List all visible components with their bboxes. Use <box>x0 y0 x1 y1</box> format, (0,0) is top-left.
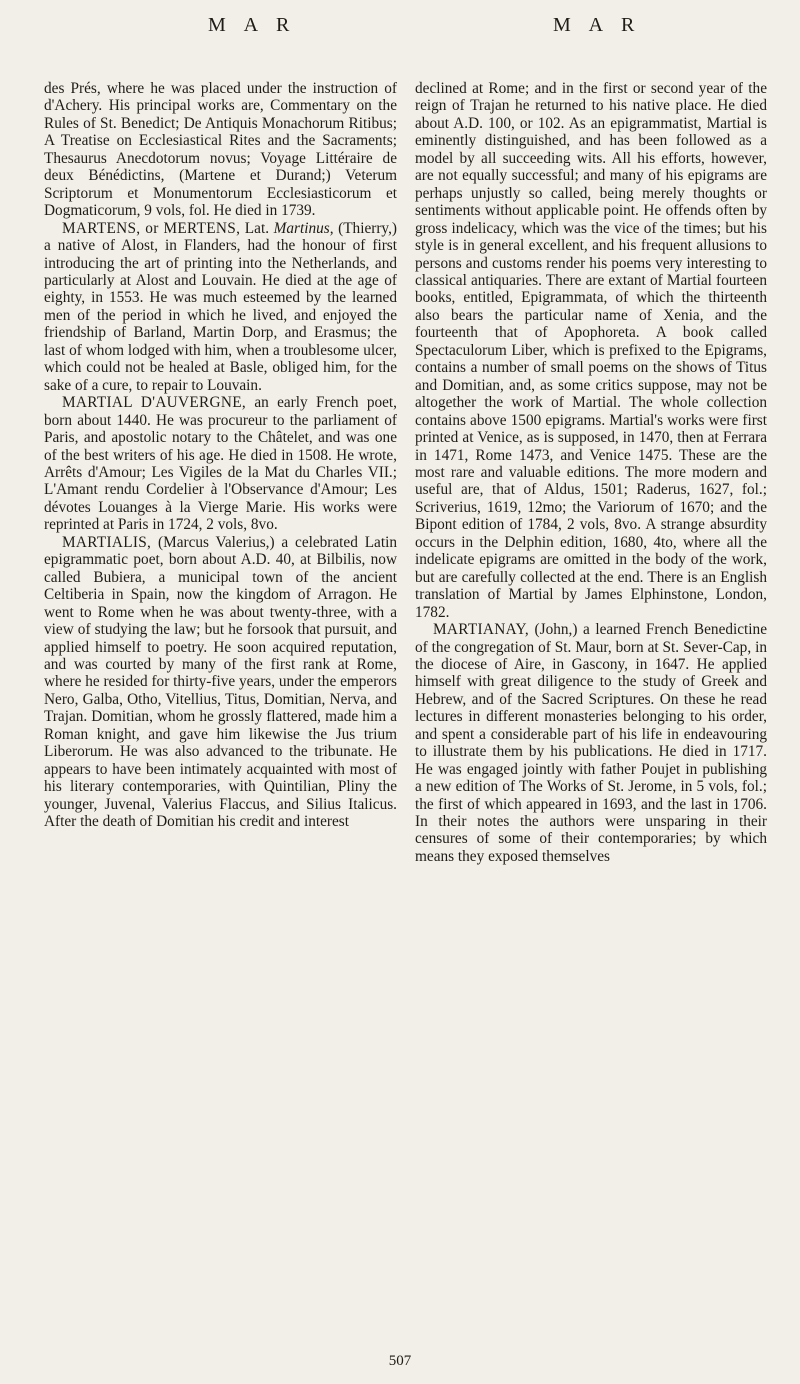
entry-body: an early French poet, born about 1440. He was procureur to the parliament of Paris, and apostolic notary to the Châtelet, and was one of the best writers of his age. He died in 1508. He wrote, Arrêts d'Amour; Les Vigiles de la Mat du Charles VII.; L'Amant rendu Cordelier à l'Observance d'Amour; Les dévotes Louanges à la Vierge Marie. His works were reprinted at Paris in 1724, 2 vols, 8vo. <box>44 394 397 534</box>
entry-body: (Marcus Valerius,) a celebrated Latin epigrammatic poet, born about A.D. 40, at Bilbilis, now called Bubiera, a municipal town of the ancient Celtiberia in Spain, now the kingdom of Arragon. He went to Rome when he was about twenty-three, with a view of studying the law; but he forsook that pursuit, and applied himself to poetry. He soon acquired reputation, and was courted by many of the first rank at Rome, where he resided for thirty-five years, under the emperors Nero, Galba, Otho, Vitellius, Titus, Domitian, Nerva, and Trajan. Domitian, whom he grossly flattered, made him a Roman knight, and gave him likewise the Jus trium Liberorum. He was also advanced to the tribunate. He appears to have been intimately acquainted with most of his literary contemporaries, with Quintilian, Pliny the younger, Juvenal, Valerius Flaccus, and Silius Italicus. After the death of Domitian his credit and interest <box>44 533 397 831</box>
page-number: 507 <box>388 1353 412 1369</box>
header-right: M A R <box>553 14 642 36</box>
entry-martialis-continued: declined at Rome; and in the first or second year of the reign of Trajan he returned to his native place. He died about A.D. 100, or 102. As an epigrammatist, Martial is eminently distinguished, and has been followed as a model by all succeeding wits. All his efforts, however, are not equally successful; and many of his epigrams are perhaps unjustly so called, being merely thoughts or sentiments without applicable point. He offends often by gross indelicacy, which was the vice of the times; but his style is in general excellent, and his frequent allusions to persons and customs render his poems very interesting to classical antiquaries. There are extant of Martial fourteen books, entitled, Epigrammata, of which the thirteenth also bears the particular name of Xenia, and the fourteenth that of Apophoreta. A book called Spectaculorum Liber, which is prefixed to the Epigrams, contains a number of small poems on the shows of Titus and Domitian, and, as some critics suppose, may not be altogether the work of Martial. The whole collection contains above 1500 epigrams. Martial's works were first printed at Venice, as is supposed, in 1470, then at Ferrara in 1471, Rome 1473, and Venice 1475. These are the most rare and valuable editions. The more modern and useful are, that of Aldus, 1501; Raderus, 1627, fol.; Scriverius, 1619, 12mo; the Variorum of 1670; and the Bipont edition of 1784, 2 vols, 8vo. A strange absurdity occurs in the Delphin edition, 1680, 4to, where all the indelicate epigrams are omitted in the body of the work, but are carefully collected at the end. There is an English translation of Martial by James Elphinstone, London, 1782. <box>415 80 767 621</box>
entry-latin-name: Martinus, <box>273 219 334 237</box>
entry-continuation: des Prés, where he was placed under the instruction of d'Achery. His principal works are, Commentary on the Rules of St. Benedict; De Antiquis Monachorum Ritibus; A Treatise on Ecclesiastical Rites and the Sacraments; Thesaurus Anecdotorum novus; Voyage Littéraire de deux Bénédictins, (Martene et Durand;) Veterum Scriptorum et Monumentorum Ecclesiasticorum et Dogmaticorum, 9 vols, fol. He died in 1739. <box>44 80 397 220</box>
header-left: M A R <box>208 14 297 36</box>
entry-martialis <box>44 534 397 831</box>
entry-headword: MARTENS, or MERTENS, <box>62 219 241 237</box>
entry-martens <box>44 220 397 395</box>
entry-headword: MARTIAL D'AUVERGNE, <box>62 394 246 412</box>
entry-martianay <box>415 621 767 865</box>
entry-martial-dauvergne <box>44 394 397 534</box>
entry-body: (Thierry,) a native of Alost, in Flanders, had the honour of first introducing the art of printing into the Netherlands, and particularly at Alost and Louvain. He died at the age of eighty, in 1553. He was much esteemed by the learned men of the period in which he lived, and enjoyed the friendship of Barland, Martin Dorp, and Erasmus; the last of whom lodged with him, when a troublesome ulcer, which could not be healed at Basle, obliged him, for the sake of a cure, to repair to Louvain. <box>44 219 398 394</box>
entry-headword: MARTIALIS, <box>62 533 152 551</box>
entry-lat-label: Lat. <box>240 219 274 237</box>
entry-headword: MARTIANAY, <box>433 621 530 639</box>
left-column <box>44 80 397 830</box>
right-column <box>415 80 767 865</box>
entry-body: (John,) a learned French Benedictine of the congregation of St. Maur, born at St. Sever-Cap, in the diocese of Aire, in Gascony, in 1647. He applied himself with great diligence to the study of Greek and Hebrew, and of the Sacred Scriptures. On these he read lectures in different monasteries belonging to his order, and spent a considerable part of his life in endeavouring to illustrate them by his publications. He died in 1717. He was engaged jointly with father Poujet in publishing a new edition of The Works of St. Jerome, in 5 vols, fol.; the first of which appeared in 1693, and the last in 1706. In their notes the authors were unsparing in their censures of some of their contemporaries; by which means they exposed themselves <box>415 621 767 865</box>
running-header <box>0 14 800 46</box>
